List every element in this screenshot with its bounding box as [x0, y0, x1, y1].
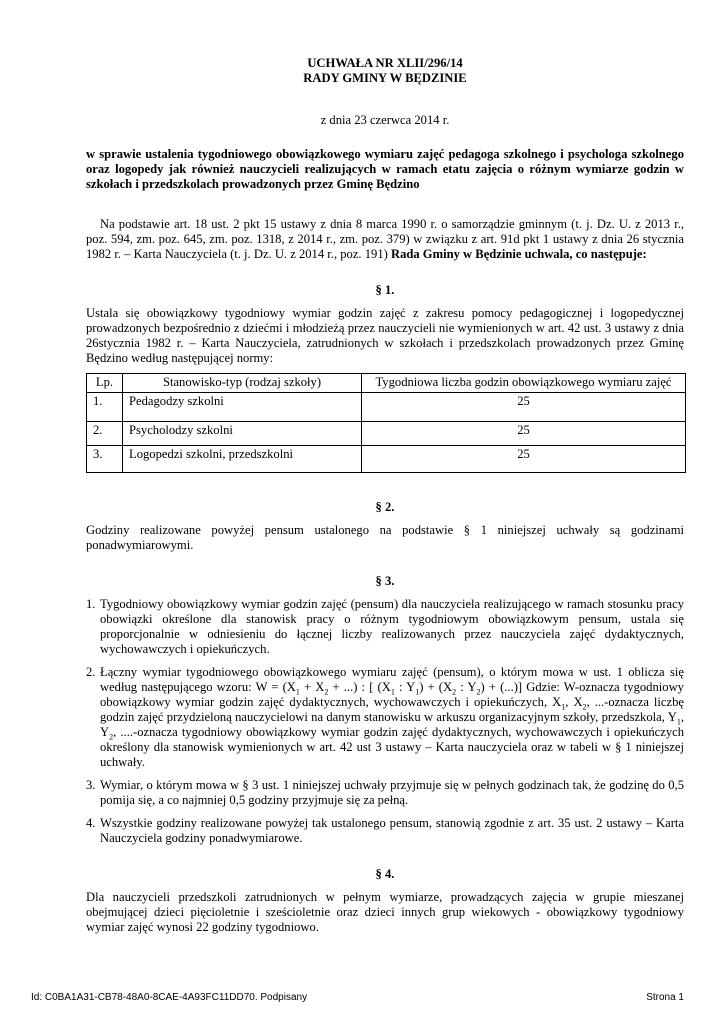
table-cell-hours: 25 [362, 393, 686, 422]
page-number: Strona 1 [646, 992, 684, 1003]
table-cell-position: Logopedzi szkolni, przedszkolni [123, 446, 362, 473]
list-item-text: Wszystkie godziny realizowane powyżej tak ustalonego pensum, stanowią zgodnie z art. 35 ust. 2 ustawy – Karta Nauczyciela godziny ponadwymiarowe. [100, 816, 684, 845]
list-item [86, 778, 684, 808]
legal-basis [86, 217, 684, 262]
section-3-list [86, 597, 684, 846]
table-header-lp: Lp. [87, 374, 123, 393]
document-id: Id: C0BA1A31-CB78-48A0-8CAE-4A93FC11DD70. Podpisany [31, 992, 308, 1003]
list-item-number: 1. [86, 597, 96, 611]
table-row [87, 393, 686, 422]
list-item-number: 2. [86, 665, 96, 679]
table-cell-hours: 25 [362, 422, 686, 446]
table-row [87, 446, 686, 473]
table-cell-position: Pedagodzy szkolni [123, 393, 362, 422]
table-row [87, 422, 686, 446]
norms-table [86, 373, 686, 473]
list-item-text: Tygodniowy obowiązkowy wymiar godzin zajęć (pensum) dla nauczyciela realizującego w ramach stosunku pracy obowiązki określone dla stanowisk pracy o różnym tygodniowym obowiązkowym pensum, ustala się proporcjonalnie w odniesieniu do łącznej liczby realizowanych przez nauczyciela zajęć dydaktycznych, wychowawczych i opiekuńczych. [100, 597, 684, 656]
section-1-heading: § 1. [375, 283, 395, 297]
list-item [86, 597, 684, 657]
list-item [86, 665, 684, 770]
title-line-number: UCHWAŁA NR XLII/296/14 [307, 56, 463, 70]
section-1-text: Ustala się obowiązkowy tygodniowy wymiar godzin zajęć z zakresu pomocy pedagogicznej i logopedycznej prowadzonych bezpośrednio z dziećmi i młodzieżą przez nauczycieli nie wymienionych w art. 42 ust. 3 ustawy z dnia 26stycznia 1982 r. – Karta Nauczyciela, zatrudnionych w szkołach i przedszkolach prowadzonych przez Gminę Będzino według następującej normy: [86, 306, 684, 365]
table-cell-position: Psycholodzy szkolni [123, 422, 362, 446]
table-cell-lp: 1. [87, 393, 123, 422]
section-2-text: Godziny realizowane powyżej pensum ustalonego na podstawie § 1 niniejszej uchwały są godzinami ponadwymiarowymi. [86, 523, 684, 552]
table-cell-lp: 2. [87, 422, 123, 446]
page-footer [31, 990, 684, 1005]
section-4-heading: § 4. [375, 867, 395, 881]
title-line-council: RADY GMINY W BĘDZINIE [303, 71, 467, 85]
list-item [86, 816, 684, 846]
list-item-number: 3. [86, 778, 96, 792]
legal-basis-text: Na podstawie art. 18 ust. 2 pkt 15 ustawy z dnia 8 marca 1990 r. o samorządzie gminnym (t. j. Dz. U. z 2013 r., poz. 594, zm. poz. 645, zm. poz. 1318, z 2014 r., zm. poz. 379) w związku z art. 91d pkt 1 ustawy z dnia 26 stycznia 1982 r. – Karta Nauczyciela (t. j. Dz. U. z 2014 r., poz. 191) [86, 217, 684, 261]
document-page [86, 56, 684, 935]
resolution-date: z dnia 23 czerwca 2014 r. [320, 113, 450, 127]
list-item-number: 4. [86, 816, 96, 830]
table-header-row [87, 374, 686, 393]
list-item-text: Wymiar, o którym mowa w § 3 ust. 1 niniejszej uchwały przyjmuje się w pełnych godzinach tak, że godzinę do 0,5 pomija się, a co najmniej 0,5 godziny przyjmuje się za pełną. [100, 778, 684, 807]
table-cell-lp: 3. [87, 446, 123, 473]
legal-basis-conclusion: Rada Gminy w Będzinie uchwala, co następuje: [390, 247, 647, 261]
section-4-text: Dla nauczycieli przedszkoli zatrudnionych w pełnym wymiarze, prowadzących zajęcia w grupie mieszanej obejmującej dzieci pięcioletnie i sześcioletnie oraz dzieci innych grup wiekowych - obowiązkowy tygodniowy wymiar zajęć wynosi 22 godziny tygodniowo. [86, 890, 684, 934]
resolution-title [86, 56, 684, 86]
list-item-text: Łączny wymiar tygodniowego obowiązkowego wymiaru zajęć (pensum), o którym mowa w ust. 1 oblicza się według następującego wzoru: $W = (X_1 + X_2$ + ...) : [ ($X_1$ : $Y_1) + (X_2$ : $Y_2$) + (...)] Gdzie: W-oznacza tygodniowy obowiązkowy wymiar godzin zajęć dydaktycznych, wychowawczych i opiekuńczych, $X_1$, $X_2$, ...-oznacza liczbę godzin zajęć przydzieloną nauczycielowi na danym stanowisku w arkuszu organizacyjnym szkoły, przedszkola, $Y_1$, $Y_2$, ....-oznacza tygodniowy obowiązkowy wymiar godzin zajęć dydaktycznych, wychowawczych i opiekuńczych określony dla stanowisk wymienionych w art. 42 ust 3 ustawy – Karta nauczyciela oraz w tabeli w § 1 niniejszej uchwały. [100, 665, 684, 769]
resolution-subject: w sprawie ustalenia tygodniowego obowiązkowego wymiaru zajęć pedagoga szkolnego i psychologa szkolnego oraz logopedy jak również nauczycieli realizujących w ramach etatu zajęcia o różnym wymiarze godzin w szkołach i przedszkolach prowadzonych przez Gminę Będzino [86, 147, 684, 191]
table-header-hours: Tygodniowa liczba godzin obowiązkowego wymiaru zajęć [362, 374, 686, 393]
table-header-position: Stanowisko-typ (rodzaj szkoły) [123, 374, 362, 393]
section-2-heading: § 2. [375, 500, 395, 514]
table-cell-hours: 25 [362, 446, 686, 473]
section-3-heading: § 3. [375, 574, 395, 588]
